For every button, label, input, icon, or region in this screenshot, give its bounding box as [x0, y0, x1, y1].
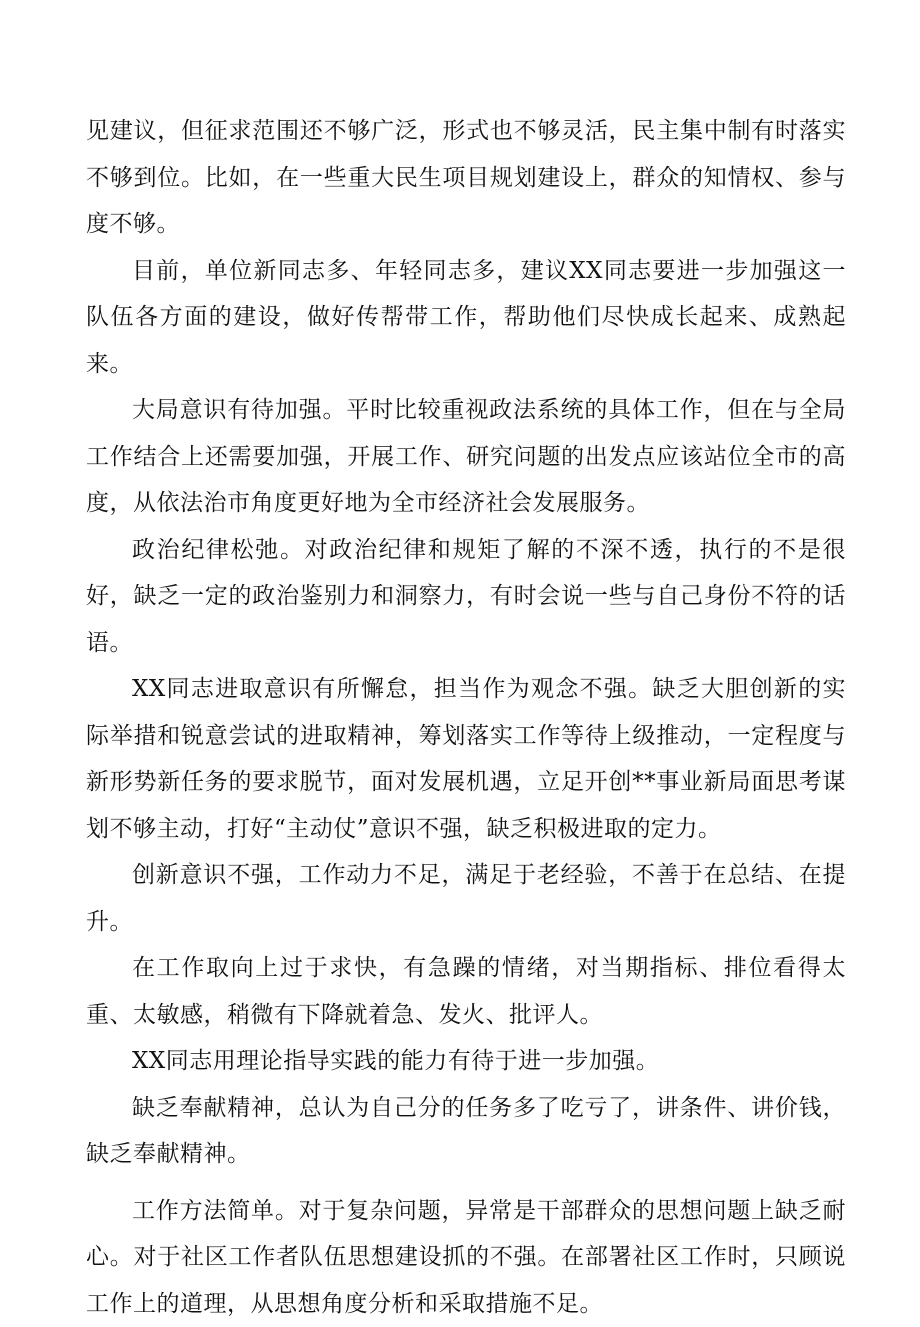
- paragraph-8: XX同志用理论指导实践的能力有待于进一步加强。: [86, 1038, 846, 1085]
- paragraph-9: 缺乏奉献精神，总认为自己分的任务多了吃亏了，讲条件、讲价钱，缺乏奉献精神。: [86, 1085, 846, 1178]
- paragraph-4: 政治纪律松弛。对政治纪律和规矩了解的不深不透，执行的不是很好，缺乏一定的政治鉴别力和洞察力，有时会说一些与自己身份不符的话语。: [86, 527, 846, 667]
- paragraph-3: 大局意识有待加强。平时比较重视政法系统的具体工作，但在与全局工作结合上还需要加强，开展工作、研究问题的出发点应该站位全市的高度，从依法治市角度更好地为全市经济社会发展服务。: [86, 387, 846, 527]
- paragraph-2: 目前，单位新同志多、年轻同志多，建议XX同志要进一步加强这一队伍各方面的建设，做好传帮带工作，帮助他们尽快成长起来、成熟起来。: [86, 248, 846, 388]
- paragraph-10: 工作方法简单。对于复杂问题，异常是干部群众的思想问题上缺乏耐心。对于社区工作者队伍思想建设抓的不强。在部署社区工作时，只顾说工作上的道理，从思想角度分析和采取措施不足。: [86, 1188, 846, 1327]
- paragraph-6: 创新意识不强，工作动力不足，满足于老经验，不善于在总结、在提升。: [86, 852, 846, 945]
- paragraph-1: 见建议，但征求范围还不够广泛，形式也不够灵活，民主集中制有时落实不够到位。比如，在一些重大民生项目规划建设上，群众的知情权、参与度不够。: [86, 108, 846, 248]
- paragraph-5: XX同志进取意识有所懈怠，担当作为观念不强。缺乏大胆创新的实际举措和锐意尝试的进取精神，筹划落实工作等待上级推动，一定程度与新形势新任务的要求脱节，面对发展机遇，立足开创**事业新局面思考谋划不够主动，打好“主动仗”意识不强，缺乏积极进取的定力。: [86, 666, 846, 852]
- document-body: [86, 108, 846, 1327]
- paragraph-7: 在工作取向上过于求快，有急躁的情绪，对当期指标、排位看得太重、太敏感，稍微有下降就着急、发火、批评人。: [86, 945, 846, 1038]
